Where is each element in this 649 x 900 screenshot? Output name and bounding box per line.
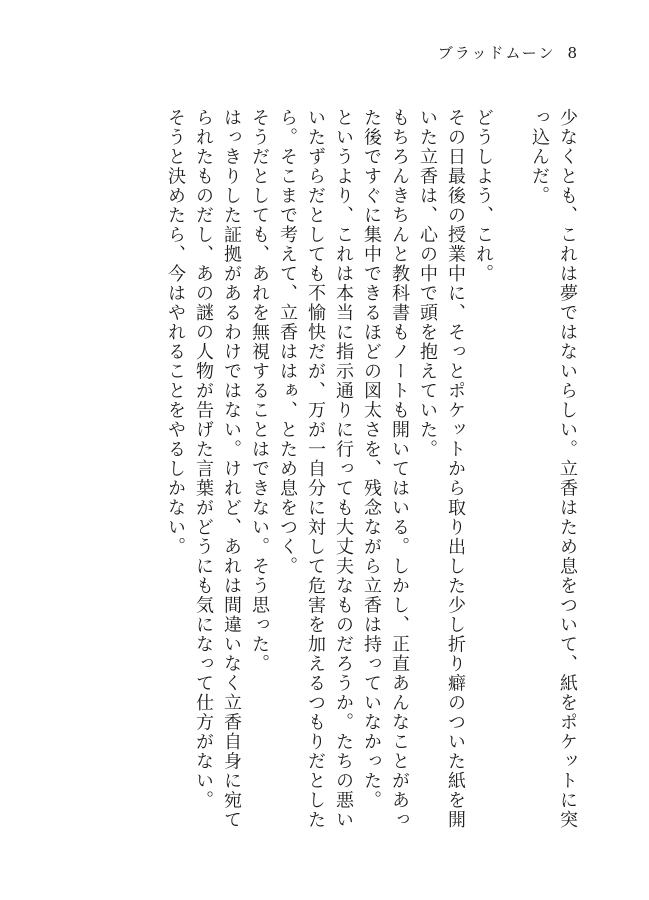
paragraph: 少なくとも、これは夢ではないらしい。立香はため息をついて、紙をポケットに突っ込んだ。 xyxy=(529,108,578,830)
vertical-body-text xyxy=(161,108,581,848)
blank-line xyxy=(497,108,525,848)
paragraph: というより、これは本当に指示通りに行っても大丈夫なものだろうか。たちの悪いいたずらだとしても不愉快だが、万が一自分に対して危害を加えるつもりだとしたら。そこまで考えて、立香ははぁ、とため息をつく。 xyxy=(277,108,354,830)
paragraph: はっきりした証拠があるわけではない。けれど、あれは間違いなく立香自身に宛てられたものだし、あの謎の人物が告げた言葉がどうにも気になって仕方がない。 xyxy=(193,108,242,830)
chapter-title: ブラッドムーン xyxy=(437,44,556,62)
paragraph: その日最後の授業中に、そっとポケットから取り出した少し折り癖のついた紙を開いた立香は、心の中で頭を抱えていた。 xyxy=(417,108,466,830)
running-header xyxy=(438,42,579,63)
page-number: 8 xyxy=(567,44,579,62)
paragraph: どうしよう、これ。 xyxy=(473,108,494,284)
paragraph: そうだとしても、あれを無視することはできない。そう思った。 xyxy=(249,108,270,674)
paragraph: もちろんきちんと教科書もノートも開いてはいる。しかし、正直あんなことがあった後ですぐに集中できるほどの図太さを、残念ながら立香は持っていなかった。 xyxy=(361,108,410,830)
paragraph: そうと決めたら、今はやれることをやるしかない。 xyxy=(165,108,186,557)
